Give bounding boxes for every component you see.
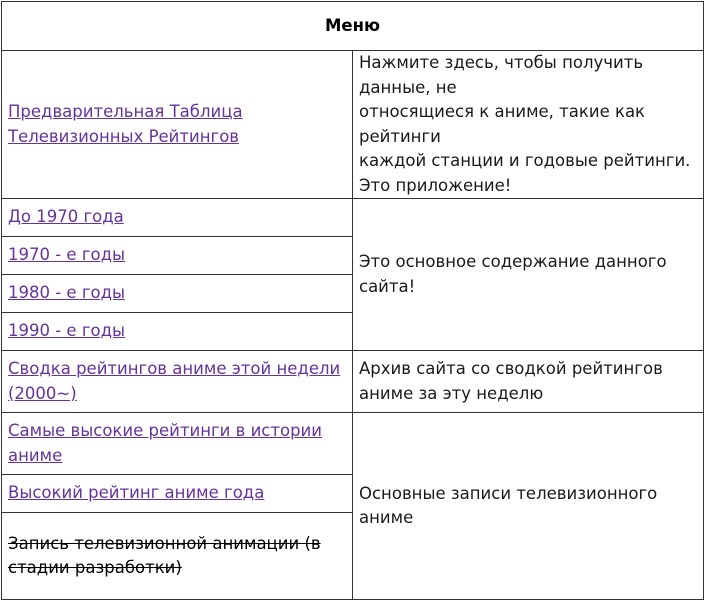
description-line: относящиеся к аниме, такие как рейтинги [359, 102, 646, 146]
1980s-link[interactable]: 1980 - е годы [8, 283, 126, 303]
1990s-link[interactable]: 1990 - е годы [8, 321, 126, 341]
highest-ratings-link[interactable]: Самые высокие рейтинги в истории аниме [8, 421, 323, 465]
records-description: Основные записи телевизионного аниме [353, 413, 704, 600]
table-row [2, 51, 704, 199]
table-row [2, 413, 704, 475]
menu-cell [2, 51, 353, 199]
weekly-summary-link[interactable]: Сводка рейтингов аниме этой недели (2000~) [8, 359, 341, 403]
weekly-description: Архив сайта со сводкой рейтингов аниме за эту неделю [353, 351, 704, 413]
menu-cell [2, 413, 353, 475]
description-line: Нажмите здесь, чтобы получить данные, не [359, 53, 644, 97]
yearly-high-rating-link[interactable]: Высокий рейтинг аниме года [8, 483, 265, 503]
menu-table [1, 1, 704, 600]
menu-cell [2, 275, 353, 313]
menu-cell [2, 475, 353, 513]
preliminary-description [353, 51, 704, 199]
menu-cell [2, 199, 353, 237]
menu-cell [2, 513, 353, 600]
decades-description: Это основное содержание данного сайта! [353, 199, 704, 351]
menu-title: Меню [2, 2, 704, 51]
tv-animation-record-struck-text: Запись телевизионной анимации (в стадии разработки) [8, 533, 321, 577]
table-row [2, 199, 704, 237]
menu-cell [2, 313, 353, 351]
before-1970-link[interactable]: До 1970 года [8, 207, 124, 227]
menu-cell [2, 351, 353, 413]
1970s-link[interactable]: 1970 - е годы [8, 245, 126, 265]
description-line: каждой станции и годовые рейтинги. [359, 151, 691, 170]
table-row [2, 351, 704, 413]
menu-cell [2, 237, 353, 275]
preliminary-ratings-link[interactable]: Предварительная Таблица Телевизионных Рейтингов [8, 102, 243, 146]
description-line: Это приложение! [359, 175, 512, 195]
menu-header-row [2, 2, 704, 51]
